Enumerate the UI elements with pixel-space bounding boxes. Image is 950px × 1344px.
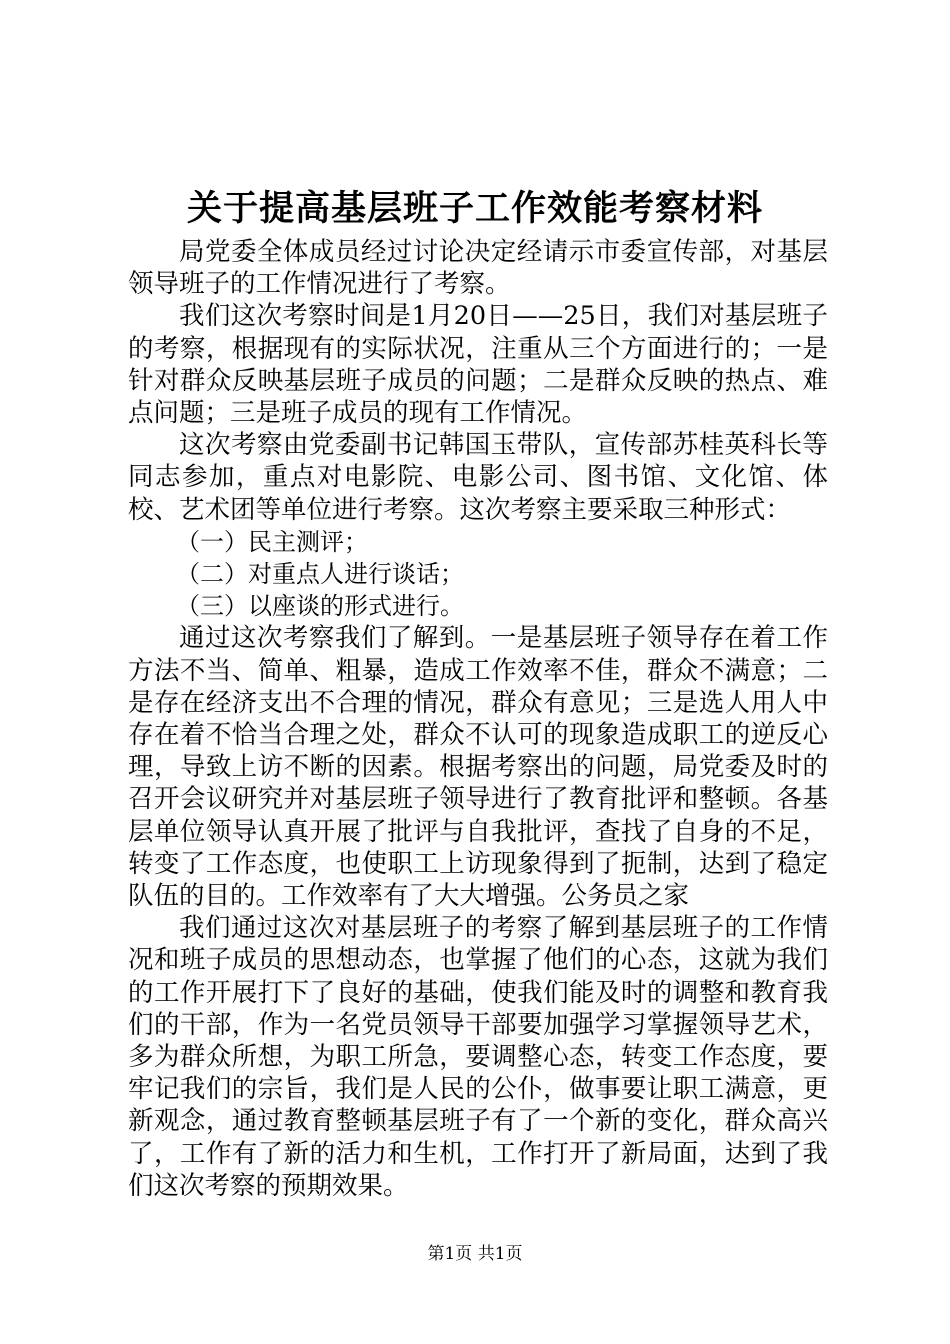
paragraph-2: 我们这次考察时间是1月20日——25日，我们对基层班子的考察，根据现有的实际状况，注重从三个方面进行的；一是针对群众反映基层班子成员的问题；二是群众反映的热点、难点问题；三是班子成员的现有工作情况。: [128, 301, 828, 429]
paragraph-5: 我们通过这次对基层班子的考察了解到基层班子的工作情况和班子成员的思想动态，也掌握了他们的心态，这就为我们的工作开展打下了良好的基础，使我们能及时的调整和教育我们的干部，作为一名党员领导干部要加强学习掌握领导艺术，多为群众所想，为职工所急，要调整心态，转变工作态度，要牢记我们的宗旨，我们是人民的公仆，做事要让职工满意，更新观念，通过教育整顿基层班子有了一个新的变化，群众高兴了，工作有了新的活力和生机，工作打开了新局面，达到了我们这次考察的预期效果。: [128, 913, 828, 1201]
paragraph-1: 局党委全体成员经过讨论决定经请示市委宣传部，对基层领导班子的工作情况进行了考察。: [128, 237, 828, 300]
list-item-3: （三）以座谈的形式进行。: [176, 592, 464, 621]
page-number-footer: 第1页 共1页: [427, 1244, 523, 1264]
list-item-2: （二）对重点人进行谈话；: [176, 560, 464, 589]
paragraph-4: 通过这次考察我们了解到。一是基层班子领导存在着工作方法不当、简单、粗暴，造成工作效率不佳，群众不满意；二是存在经济支出不合理的情况，群众有意见；三是选人用人中存在着不恰当合理之处，群众不认可的现象造成职工的逆反心理，导致上访不断的因素。根据考察出的问题，局党委及时的召开会议研究并对基层班子领导进行了教育批评和整顿。各基层单位领导认真开展了批评与自我批评，查找了自身的不足，转变了工作态度，也使职工上访现象得到了扼制，达到了稳定队伍的目的。工作效率有了大大增强。公务员之家: [128, 623, 828, 912]
paragraph-3: 这次考察由党委副书记韩国玉带队，宣传部苏桂英科长等同志参加，重点对电影院、电影公司、图书馆、文化馆、体校、艺术团等单位进行考察。这次考察主要采取三种形式：: [128, 430, 828, 525]
document-title: 关于提高基层班子工作效能考察材料: [186, 188, 763, 229]
document-body: [128, 236, 828, 1202]
list-item-1: （一）民主测评；: [176, 527, 368, 556]
